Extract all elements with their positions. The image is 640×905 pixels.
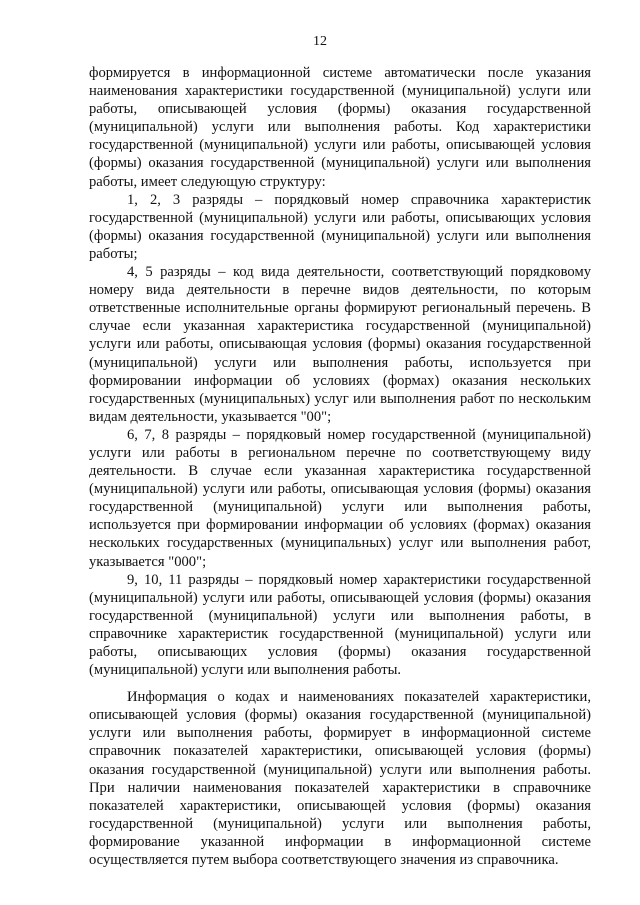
paragraph-digits-1-3: 1, 2, 3 разряды – порядковый номер справочника характеристик государственной (муниципальной) услуги или работы, описывающих условия (формы) оказания государственной (муниципальной) услуги или выполнения работы;	[89, 191, 591, 262]
page-number: 12	[313, 34, 327, 49]
paragraph-digits-9-11: 9, 10, 11 разряды – порядковый номер характеристики государственной (муниципальной) услуги или работы, описывающей условия (формы) оказания государственной (муниципальной) услуги или выполнения работы, в справочнике характеристик государственной (муниципальной) услуги или работы, описывающих условия (формы) оказания государственной (муниципальной) услуги или выполнения работы.	[89, 571, 591, 679]
paragraph-digits-6-8: 6, 7, 8 разряды – порядковый номер государственной (муниципальной) услуги или работы в региональном перечне по соответствующему виду деятельности. В случае если указанная характеристика государственной (муниципальной) услуги или работы, описывающая условия (формы) оказания государственной (муниципальной) услуги или выполнения работы, используется при формировании информации об условиях (формах) оказания нескольких государственных (муниципальных) услуг или выполнения работ, указывается "000";	[89, 426, 591, 570]
paragraph-indicators-info: Информация о кодах и наименованиях показателей характеристики, описывающей условия (формы) оказания государственной (муниципальной) услуги или выполнения работы, формирует в информационной системе справочник показателей характеристики, описывающей условия (формы) оказания государственной (муниципальной) услуги или выполнения работы. При наличии наименования показателей характеристики в справочнике показателей характеристики, описывающей условия (формы) оказания государственной (муниципальной) услуги или выполнения работы, формирование указанной информации в информационной системе осуществляется путем выбора соответствующего значения из справочника.	[89, 689, 591, 869]
paragraph-continuation: формируется в информационной системе автоматически после указания наименования характеристики государственной (муниципальной) услуги или работы, описывающей условия (формы) оказания государственной (муниципальной) услуги или выполнения работы. Код характеристики государственной (муниципальной) услуги или работы, описывающей условия (формы) оказания государственной (муниципальной) услуги или выполнения работы, имеет следующую структуру:	[89, 65, 591, 190]
document-body	[89, 64, 591, 869]
paragraph-digits-4-5: 4, 5 разряды – код вида деятельности, соответствующий порядковому номеру вида деятельности в перечне видов деятельности, по которым ответственные исполнительные органы формируют региональный перечень. В случае если указанная характеристика государственной (муниципальной) услуги или работы, описывающая условия (формы) оказания государственной (муниципальной) услуги или выполнения работы, используется при формировании информации об условиях (формах) оказания нескольких государственных (муниципальных) услуг или выполнения работ по нескольким видам деятельности, указывается "00";	[89, 264, 591, 425]
